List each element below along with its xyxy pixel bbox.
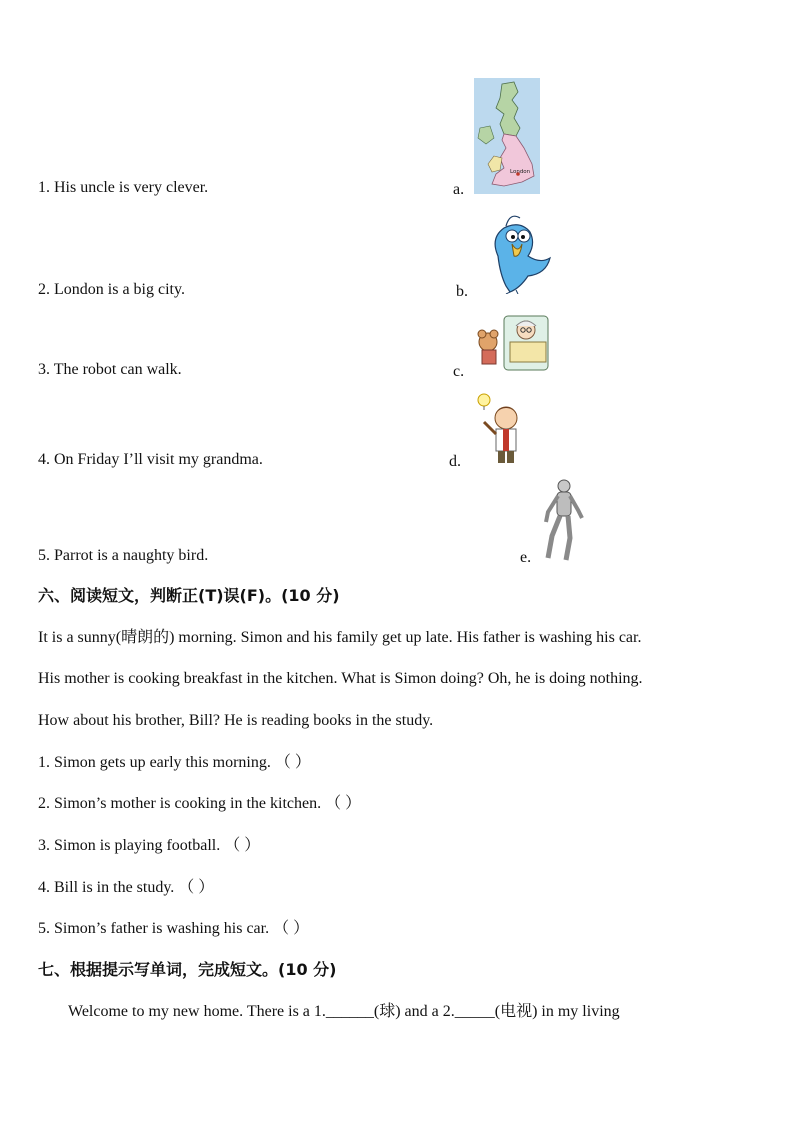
passage-line-3: How about his brother, Bill? He is reading books in the study.: [38, 712, 434, 729]
passage-line-2: His mother is cooking breakfast in the kitchen. What is Simon doing? Oh, he is doing nothing.: [38, 670, 643, 687]
option-e-label: e.: [520, 549, 532, 566]
map-london-label: London: [510, 169, 531, 175]
option-d-label: d.: [449, 453, 461, 470]
question-1: 1. Simon gets up early this morning. （ ）: [38, 754, 311, 771]
match-sentence-5: 5. Parrot is a naughty bird.: [38, 547, 209, 564]
match-sentence-1: 1. His uncle is very clever.: [38, 179, 209, 196]
match-sentence-3: 3. The robot can walk.: [38, 361, 182, 378]
clever-boy-picture: [474, 392, 530, 468]
option-a-label: a.: [453, 181, 465, 198]
match-sentence-4: 4. On Friday I’ll visit my grandma.: [38, 451, 263, 468]
question-2: 2. Simon’s mother is cooking in the kitchen. （ ）: [38, 795, 362, 812]
reading-heading: 六、阅读短文，判断正(T)误(F)。(10 分): [38, 586, 340, 605]
uk-map-picture: [474, 78, 540, 194]
question-3: 3. Simon is playing football. （ ）: [38, 837, 261, 854]
robot-picture: [538, 478, 586, 564]
fill-text-line-1: Welcome to my new home. There is a 1.______(球) and a 2._____(电视) in my living: [68, 1003, 620, 1020]
question-5: 5. Simon’s father is washing his car. （ ）: [38, 920, 310, 937]
passage-line-1: It is a sunny(晴朗的) morning. Simon and his family get up late. His father is washing his car.: [38, 629, 642, 646]
match-sentence-2: 2. London is a big city.: [38, 281, 185, 298]
option-b-label: b.: [456, 283, 468, 300]
question-4: 4. Bill is in the study. （ ）: [38, 879, 215, 896]
parrot-picture: [476, 208, 556, 294]
fill-heading: 七、根据提示写单词，完成短文。(10 分): [38, 960, 337, 979]
option-c-label: c.: [453, 363, 465, 380]
grandma-picture: [474, 314, 554, 374]
